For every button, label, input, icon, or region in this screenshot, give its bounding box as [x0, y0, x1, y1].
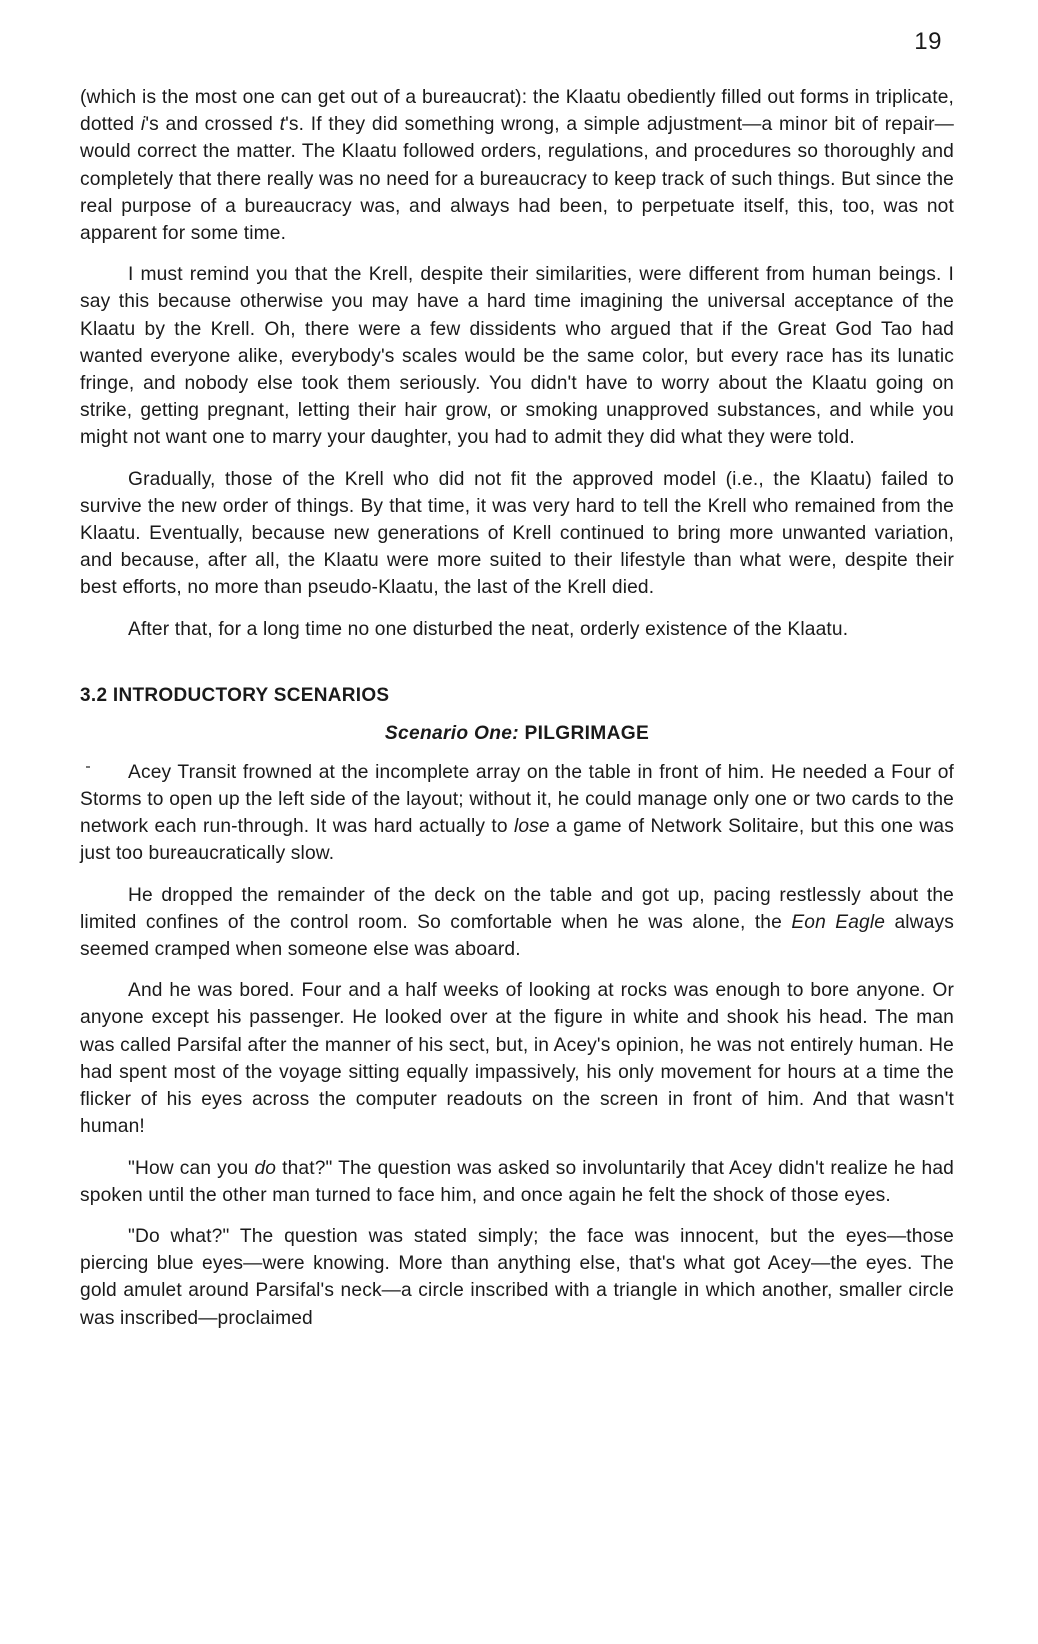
emphasized-text: lose [513, 816, 550, 838]
stray-ink-mark [86, 766, 90, 768]
text-run: I must remind you that the Krell, despite their similarities, were different from human beings. I say this because otherwise you may have a hard time imagining the universal acceptance of the Klaatu by the Krell. Oh, there were a few dissidents who argued that if the Great God Tao had wanted everyone alike, everybody's scales would be the same color, but every race has its lunatic fringe, and nobody else took them seriously. You didn't have to worry about the Klaatu going on strike, getting pregnant, letting their hair grow, or smoking unapproved substances, and while you might not want one to marry your daughter, you had to admit they did what they were told. [80, 264, 954, 449]
paragraph [80, 466, 954, 602]
emphasized-text: i [140, 114, 146, 136]
section-heading: 3.2 INTRODUCTORY SCENARIOS [80, 684, 390, 706]
paragraph [80, 261, 954, 451]
text-run: that?" The question was asked so involuntarily that Acey didn't realize he had spoken until the other man turned to face him, and once again he felt the shock of those eyes. [80, 1157, 954, 1206]
scenario-lead: Scenario One: [384, 722, 519, 744]
text-run: Gradually, those of the Krell who did not fit the approved model (i.e., the Klaatu) failed to survive the new order of things. By that time, it was very hard to tell the Krell who remained from the Klaatu. Eventually, because new generations of Krell continued to bring more unwanted variation, and because, after all, the Klaatu were more suited to their lifestyle than what were, despite their best efforts, no more than pseudo-Klaatu, the last of the Krell died. [80, 468, 954, 599]
text-run: "Do what?" The question was stated simply; the face was innocent, but the eyes—those piercing blue eyes—were knowing. More than anything else, that's what got Acey—the eyes. The gold amulet around Parsifal's neck—a circle inscribed with a triangle in which another, smaller circle was inscribed—proclaimed [80, 1225, 954, 1329]
page-number: 19 [914, 28, 942, 55]
paragraph [80, 977, 954, 1140]
section-gap [80, 657, 954, 685]
text-run: 's. If they did something wrong, a simple adjustment—a minor bit of repair—would correct the matter. The Klaatu followed orders, regulations, and procedures so thoroughly and completely that there really was no need for a bureaucracy to keep track of such things. But since the real purpose of a bureaucracy was, and always had been, to perpetuate itself, this, too, was not apparent for some time. [80, 114, 955, 245]
paragraph [80, 759, 954, 868]
text-run: 's and crossed [145, 114, 280, 136]
text-run: He dropped the remainder of the deck on the table and got up, pacing restlessly about the limited confines of the control room. So comfortable when he was alone, the [80, 884, 954, 933]
paragraph [80, 616, 954, 643]
emphasized-text: do [254, 1157, 277, 1179]
text-run: a game of Network Solitaire, but this one was just too bureaucratically slow. [80, 816, 954, 865]
text-run: After that, for a long time no one disturbed the neat, orderly existence of the Klaatu. [128, 618, 849, 640]
text-run: Acey Transit frowned at the incomplete array on the table in front of him. He needed a Four of Storms to open up the left side of the layout; without it, he could manage only one or two cards to the network each run-through. It was hard actually to [80, 761, 954, 838]
emphasized-text: t [279, 114, 286, 136]
text-run: (which is the most one can get out of a bureaucrat): the Klaatu obediently filled out forms in triplicate, dotted [80, 87, 954, 136]
scenario-name: PILGRIMAGE [524, 722, 650, 744]
paragraph [80, 882, 954, 964]
page-content [80, 84, 954, 1346]
paragraph [80, 1155, 954, 1209]
text-run: always seemed cramped when someone else was aboard. [80, 911, 954, 961]
intro-story-text [80, 84, 954, 643]
emphasized-text: Eon Eagle [791, 911, 886, 933]
text-run: And he was bored. Four and a half weeks of looking at rocks was enough to bore anyone. Or anyone except his passenger. He looked over at the figure in white and shook his head. The man was called Parsifal after the manner of his sect, but, in Acey's opinion, he was not entirely human. He had spent most of the voyage sitting equally impassively, his only movement for hours at a time the flicker of his eyes across the computer readouts on the screen in front of him. And that wasn't human! [80, 980, 954, 1138]
paragraph [80, 84, 954, 247]
scenario-text [80, 759, 954, 1332]
scenario-title [80, 723, 954, 745]
paragraph [80, 1223, 954, 1332]
text-run: "How can you [128, 1157, 255, 1179]
